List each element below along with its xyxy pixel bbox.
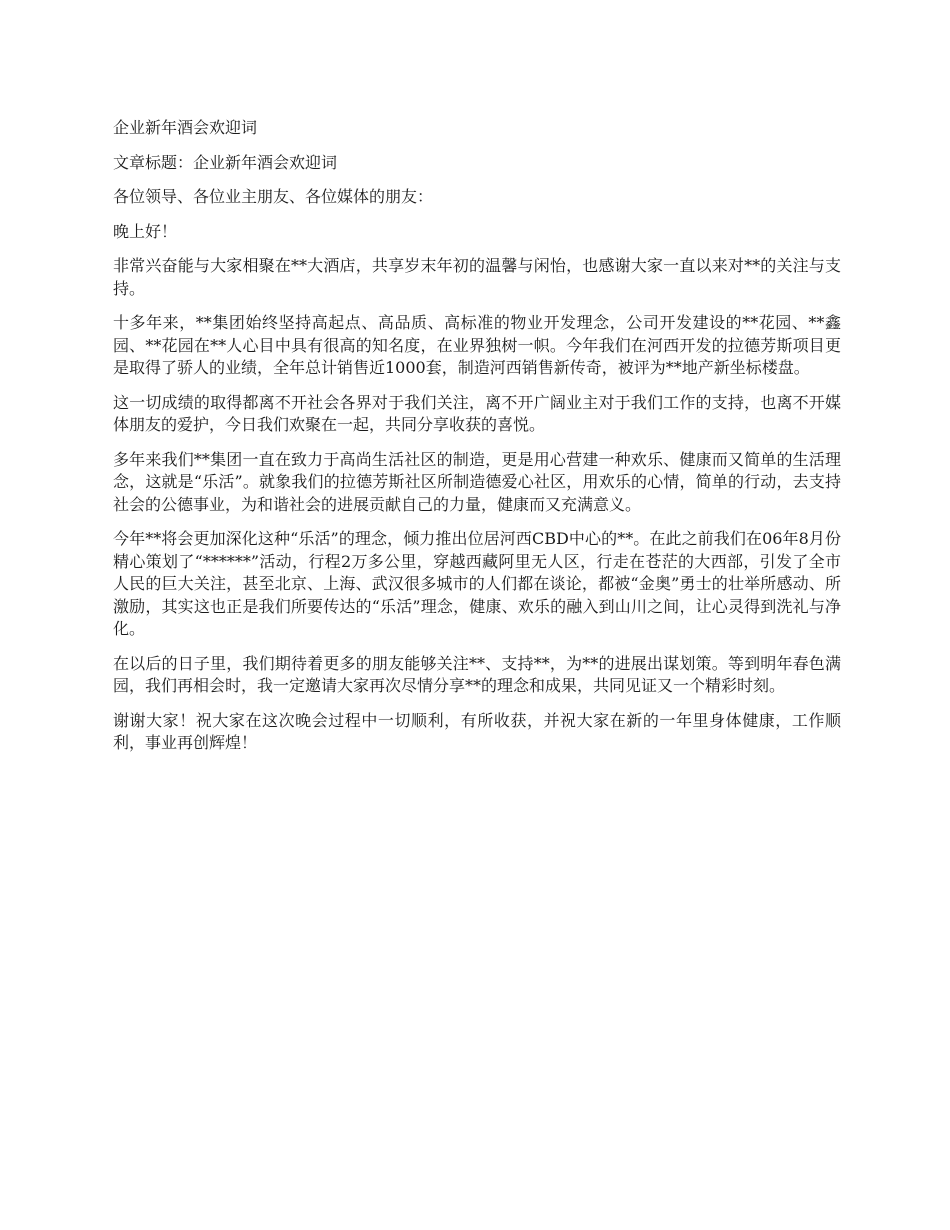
salutation: 各位领导、各位业主朋友、各位媒体的朋友： [113,187,434,206]
paragraph-thanks-support: 这一切成绩的取得都离不开社会各界对于我们关注，离不开广阔业主对于我们工作的支持，也离不开媒体朋友的爱护，今日我们欢聚在一起，共同分享收获的喜悦。 [113,392,841,434]
paragraph-closing: 谢谢大家！祝大家在这次晚会过程中一切顺利，有所收获，并祝大家在新的一年里身体健康，工作顺利，事业再创辉煌！ [113,710,841,752]
paragraph-lohas-concept: 多年来我们**集团一直在致力于高尚生活社区的制造，更是用心营建一种欢乐、健康而又简单的生活理念，这就是“乐活”。就象我们的拉德芳斯社区所制造德爱心社区，用欢乐的心情，简单的行动，去支持社会的公德事业，为和谐社会的进展贡献自己的力量，健康而又充满意义。 [113,449,841,514]
paragraph-welcome: 非常兴奋能与大家相聚在**大酒店，共享岁末年初的温馨与闲怡，也感谢大家一直以来对**的关注与支持。 [113,256,841,298]
paragraph-future: 在以后的日子里，我们期待着更多的朋友能够关注**、支持**，为**的进展出谋划策。等到明年春色满园，我们再相会时，我一定邀请大家再次尽情分享**的理念和成果，共同见证又一个精彩时刻。 [113,653,841,695]
document-page [113,117,841,767]
article-title-line: 文章标题：企业新年酒会欢迎词 [113,152,338,172]
paragraph-history: 十多年来，**集团始终坚持高起点、高品质、高标准的物业开发理念，公司开发建设的**花园、**鑫园、**花园在**人心目中具有很高的知名度，在业界独树一帜。今年我们在河西开发的拉德芳斯项目更是取得了骄人的业绩，全年总计销售近1000套，制造河西销售新传奇，被评为**地产新坐标楼盘。 [113,313,841,377]
document-title: 企业新年酒会欢迎词 [113,118,258,137]
greeting: 晚上好！ [113,221,178,241]
paragraph-this-year: 今年**将会更加深化这种“乐活”的理念，倾力推出位居河西CBD中心的**。在此之前我们在06年8月份精心策划了“******”活动，行程2万多公里，穿越西藏阿里无人区，行走在苍茫的大西部，引发了全市人民的巨大关注，甚至北京、上海、武汉很多城市的人们都在谈论，都被“金奥”勇士的壮举所感动、所激励，其实这也正是我们所要传达的“乐活”理念，健康、欢乐的融入到山川之间，让心灵得到洗礼与净化。 [113,529,841,638]
